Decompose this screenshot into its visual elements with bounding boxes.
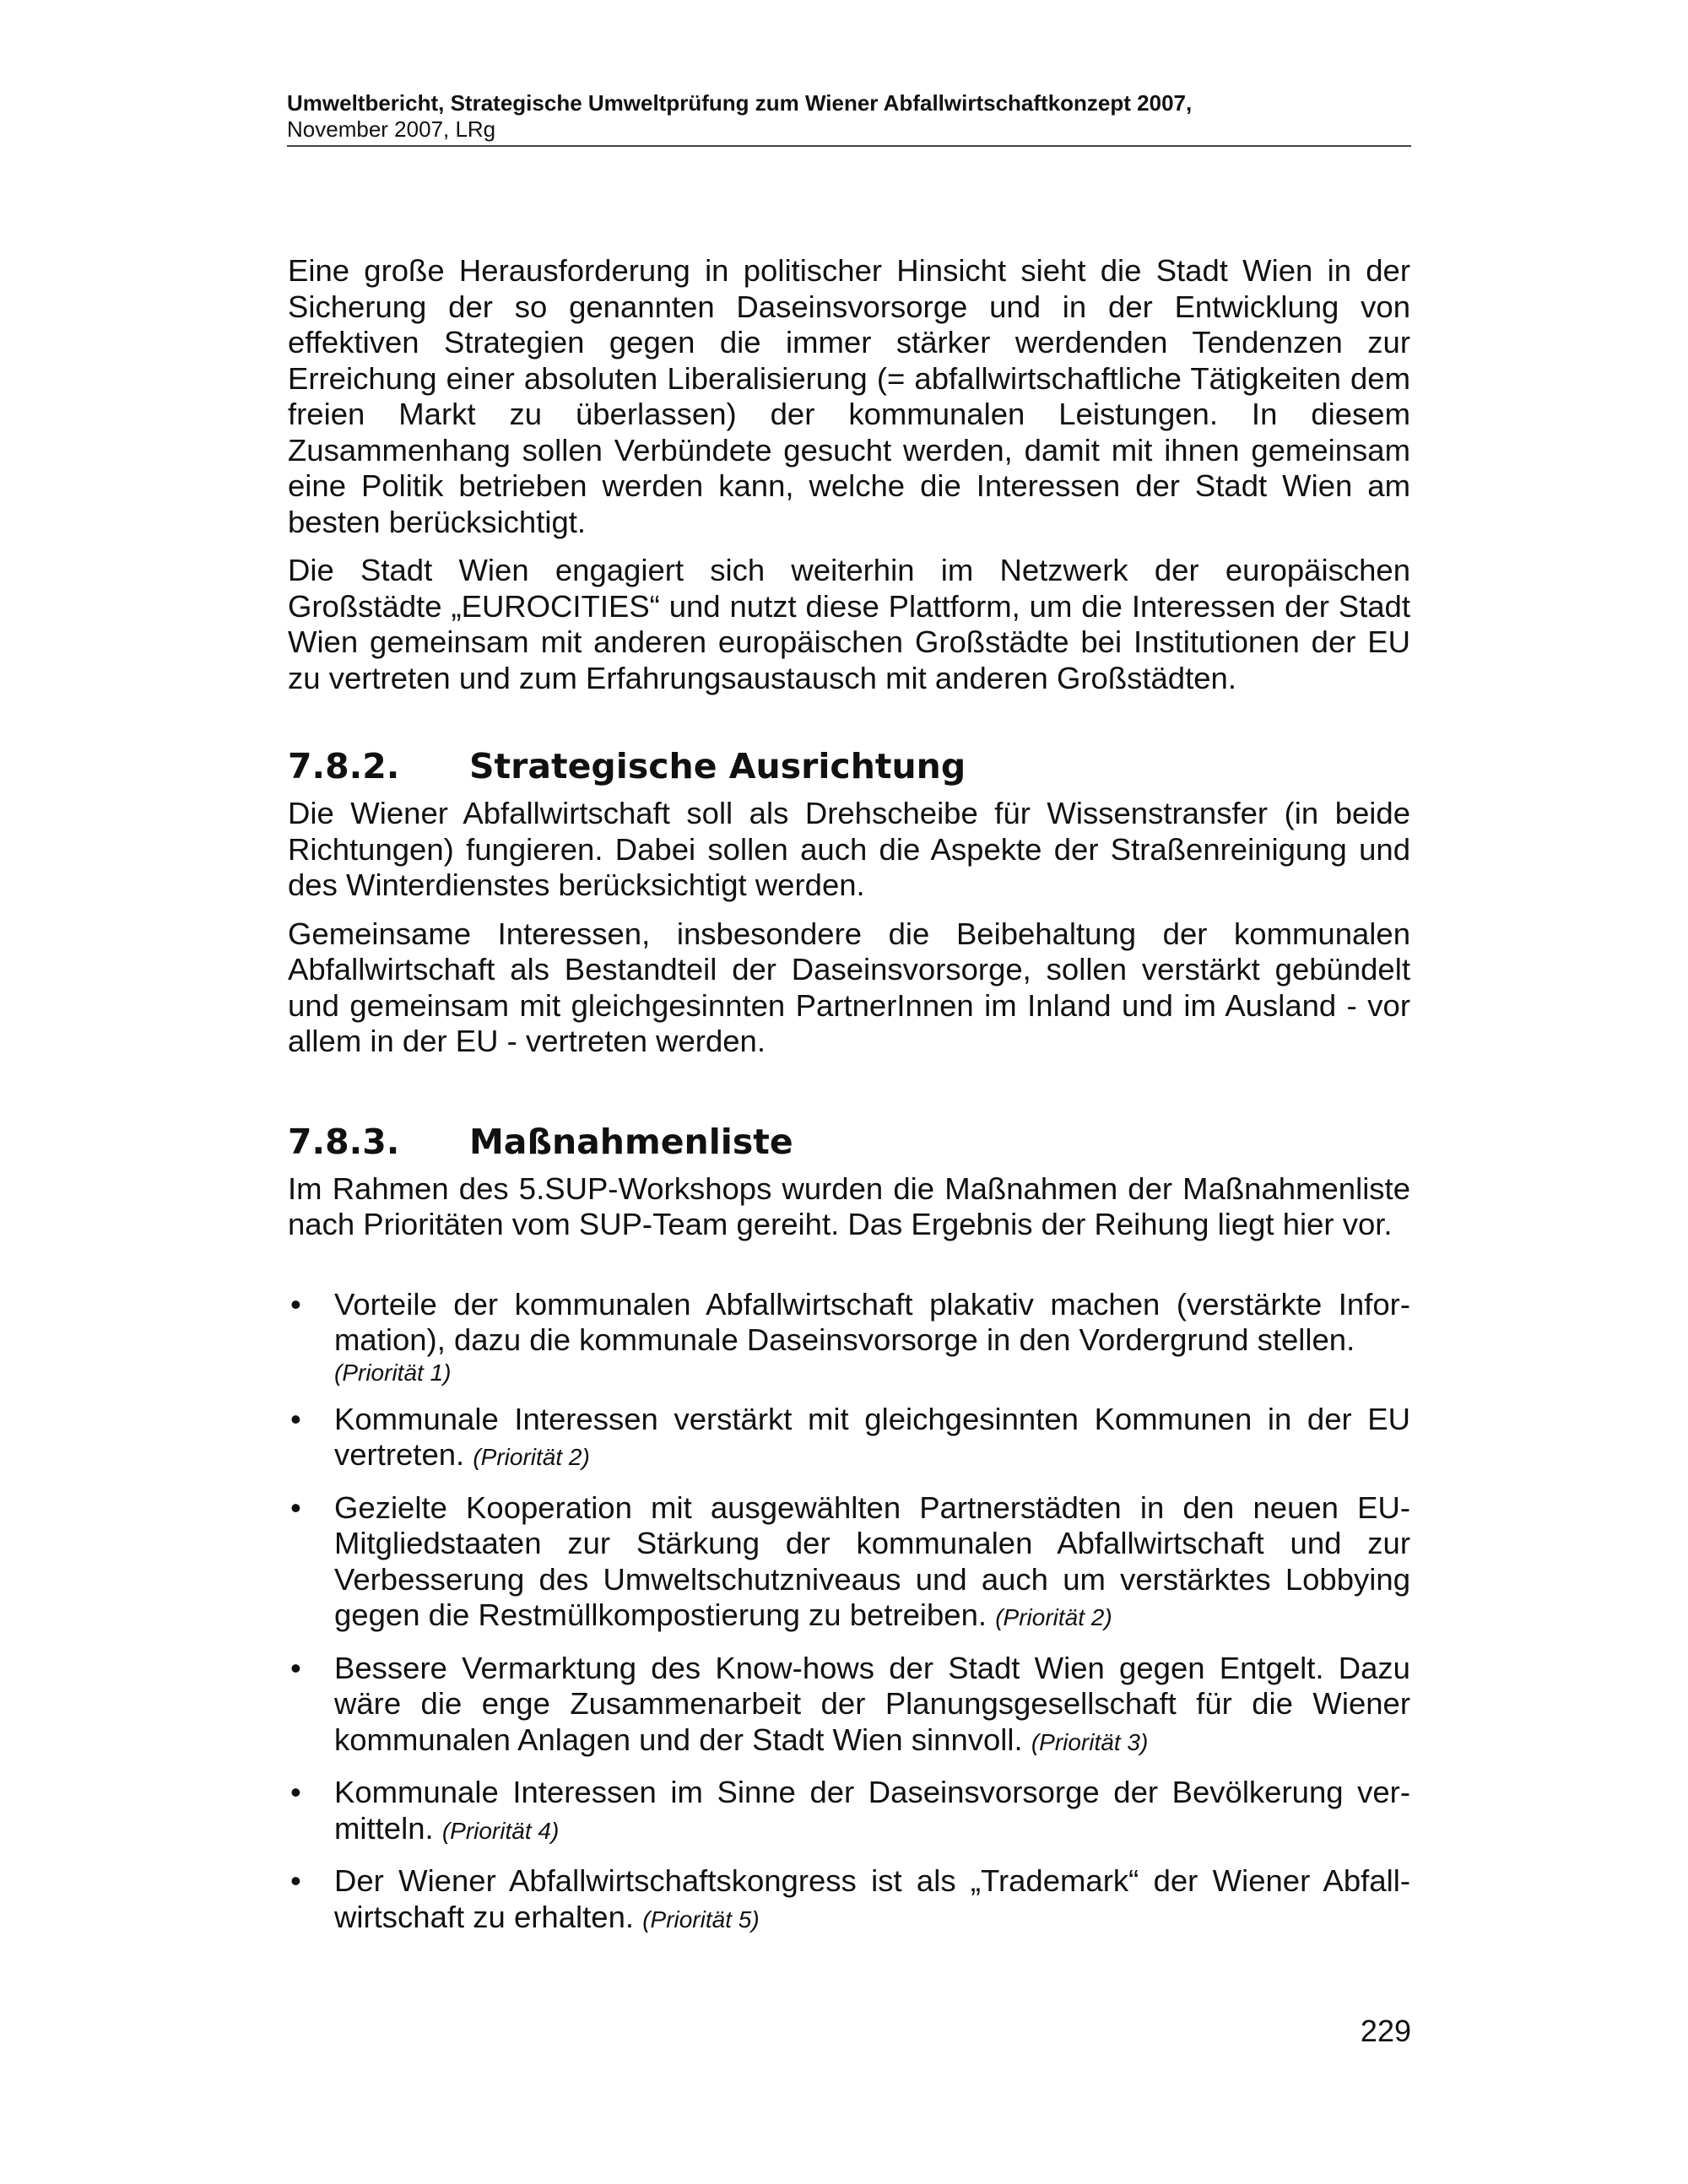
bullet-icon: • — [290, 1286, 301, 1322]
section-heading-782 — [288, 745, 1410, 787]
header-title: Umweltbericht, Strategische Umweltprüfung zum Wiener Abfallwirtschaftkonzept 2007, — [287, 90, 1193, 116]
section-number: 7.8.2. — [288, 746, 400, 787]
intro-paragraph: Die Stadt Wien engagiert sich weiterhin im Netzwerk der europäischen Großstädte „EUROCITIES“ und nutzt diese Plattform, um die Interessen der Stadt Wien gemeinsam mit anderen europäischen Großstädte bei Institutionen der EU zu vertreten und zum Erfahrungsaustausch mit anderen Großstädten. — [288, 553, 1410, 695]
priority-label: (Priorität 5) — [642, 1906, 760, 1933]
measures-list — [288, 1287, 1410, 1938]
priority-label: (Priorität 3) — [1031, 1728, 1149, 1755]
priority-label: (Priorität 1) — [334, 1359, 452, 1386]
list-item — [288, 1287, 1410, 1387]
bullet-icon: • — [290, 1489, 301, 1525]
list-item — [288, 1863, 1410, 1938]
document-body — [288, 253, 1410, 1952]
list-item — [288, 1651, 1410, 1761]
priority-label: (Priorität 4) — [441, 1817, 560, 1844]
priority-label: (Priorität 2) — [473, 1444, 590, 1470]
bullet-icon: • — [290, 1775, 301, 1809]
list-item — [288, 1490, 1410, 1636]
list-item-text: Kommunale Interessen verstärkt mit gleichgesinnten Kommunen in der EU vertreten. — [334, 1401, 1410, 1472]
section-title: Strategische Ausrichtung — [469, 746, 966, 787]
section-paragraph: Gemeinsame Interessen, insbesondere die Beibehaltung der kommunalen Abfallwirtschaft als Bestandteil der Daseinsvorsorge, sollen verstärkt gebündelt und gemeinsam mit gleichgesinnten PartnerInnen im Inland und im Ausland - vor allem in der EU - vertreten werden. — [288, 916, 1410, 1058]
list-item — [288, 1402, 1410, 1476]
section-heading-783 — [288, 1121, 1410, 1163]
bullet-icon: • — [290, 1650, 301, 1685]
list-item-text: Bessere Vermarktung des Know-hows der Stadt Wien gegen Entgelt. Dazu wäre die enge Zusammenarbeit der Planungsgesellschaft für die Wiener kommunalen Anlagen und der Stadt Wien sinnvoll. — [334, 1650, 1410, 1757]
list-item-text: Gezielte Kooperation mit ausgewählten Partnerstädten in den neuen EU-Mitgliedstaaten zur Stärkung der kommunalen Abfallwirtschaft und zur Verbesserung des Umweltschutzniveaus und auch um verstärktes Lobbying gegen die Restmüllkompostierung zu betreiben. — [334, 1489, 1410, 1632]
list-item-text: Vorteile der kommunalen Abfallwirtschaft plakativ machen (verstärkte Infor-mation), dazu die kommunale Daseinsvorsorge in den Vordergrund stellen. — [334, 1286, 1410, 1357]
header-subtitle: November 2007, LRg — [287, 116, 496, 142]
section-intro: Im Rahmen des 5.SUP-Workshops wurden die Maßnahmen der Maßnahmenliste nach Prioritäten vom SUP-Team gereiht. Das Ergebnis der Reihung liegt hier vor. — [288, 1170, 1410, 1241]
intro-paragraph: Eine große Herausforderung in politischer Hinsicht sieht die Stadt Wien in der Sicherung der so genannten Daseinsvorsorge und in der Entwicklung von effektiven Strategien gegen die immer stärker werdenden Tendenzen zur Erreichung einer absoluten Liberalisierung (= abfallwirtschaftliche Tätigkeiten dem freien Markt zu überlassen) der kommunalen Leistungen. In diesem Zusammenhang sollen Verbündete gesucht werden, damit mit ihnen gemeinsam eine Politik betrieben werden kann, welche die Interessen der Stadt Wien am besten berücksichtigt. — [288, 253, 1410, 539]
list-item — [288, 1775, 1410, 1849]
bullet-icon: • — [290, 1863, 301, 1898]
section-title: Maßnahmenliste — [469, 1121, 793, 1162]
list-item-text: Kommunale Interessen im Sinne der Daseinsvorsorge der Bevölkerung ver-mitteln. — [334, 1775, 1410, 1846]
page-header — [287, 89, 1411, 147]
bullet-icon: • — [290, 1401, 301, 1436]
section-paragraph: Die Wiener Abfallwirtschaft soll als Drehscheibe für Wissenstransfer (in beide Richtungen) fungieren. Dabei sollen auch die Aspekte der Straßenreinigung und des Winterdienstes berücksichtigt werden. — [288, 796, 1410, 902]
page-number: 229 — [1360, 2014, 1411, 2048]
list-item-text: Der Wiener Abfallwirtschaftskongress ist als „Trademark“ der Wiener Abfall-wirtschaft zu erhalten. — [334, 1863, 1410, 1934]
section-number: 7.8.3. — [288, 1121, 400, 1162]
priority-label: (Priorität 2) — [995, 1604, 1112, 1630]
